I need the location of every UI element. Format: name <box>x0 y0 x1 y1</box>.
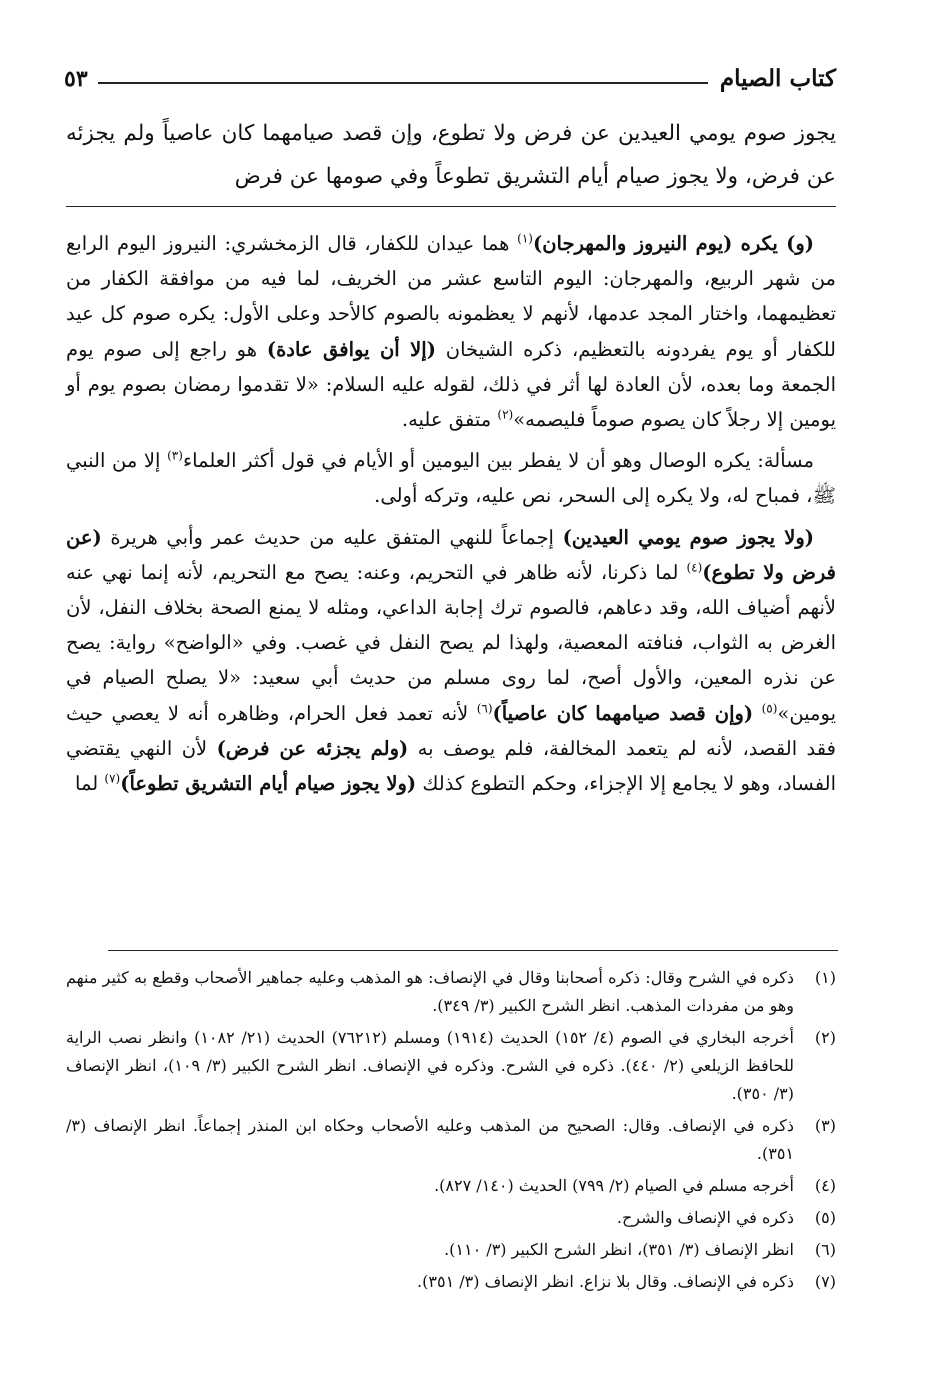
matn-quote: (و) يكره <box>732 232 814 255</box>
footnote-text: أخرجه مسلم في الصيام (٢/ ٧٩٩) الحديث (١٤٠/ ٨٢٧). <box>434 1176 794 1195</box>
page-number: ٥٣ <box>64 66 88 92</box>
footnote-text: ذكره في الإنصاف. وقال بلا نزاع. انظر الإنصاف (٣/ ٣٥١). <box>417 1272 794 1291</box>
footnote-item <box>66 1236 836 1264</box>
matn-quote: (إلا أن يوافق عادة) <box>266 337 436 361</box>
matn-text <box>66 112 836 198</box>
footnote-number: (١) <box>814 968 836 987</box>
matn-quote: (يوم النيروز والمهرجان) <box>532 232 733 255</box>
footnote-ref: (٢) <box>497 407 514 422</box>
footnote-number: (٤) <box>814 1176 836 1195</box>
footnote-item <box>66 1268 836 1296</box>
footnote-item <box>66 964 836 1020</box>
sharh-paragraph-1 <box>66 226 836 437</box>
sharh-commentary <box>66 226 836 807</box>
footnote-number: (٥) <box>814 1208 836 1227</box>
footnote-text: ذكره في الإنصاف. وقال: الصحيح من المذهب وعليه الأصحاب وحكاه ابن المنذر إجماعاً. انظر الإنصاف (٣/ ٣٥١). <box>66 1116 794 1163</box>
header-rule <box>98 82 708 84</box>
footnote-text: ذكره في الإنصاف والشرح. <box>616 1208 794 1227</box>
commentary-text: لأنه تعمد فعل الحرام، وظاهره أنه لا يعصي حيث فقد القصد، لأنه لم يتعمد المخالفة، فلم يوصف به <box>66 701 836 760</box>
matn-quote: (ولا يجوز صيام أيام التشريق تطوعاً) <box>120 772 417 796</box>
matn-quote: (ولا يجوز صوم يومي العيدين) <box>562 525 814 549</box>
commentary-text: لأن النهي يقتضي الفساد، وهو لا يجامع إلا الإجزاء، وحكم التطوع كذلك <box>66 736 836 796</box>
matn-quote: (وإن قصد صيامهما كان عاصياً) <box>492 701 754 725</box>
commentary-text: لما <box>75 772 105 796</box>
commentary-text <box>753 702 761 725</box>
footnote-item <box>66 1172 836 1200</box>
commentary-text: هو راجع إلى صوم يوم الجمعة وما بعده، لأن العادة لها أثر في ذلك، لقوله عليه السلام: «لا تقدموا رمضان بصوم يوم أو يومين إلا رجلاً كان يصوم صوماً فليصمه» <box>66 337 836 432</box>
sharh-paragraph-3 <box>66 520 836 802</box>
footnote-text: أخرجه البخاري في الصوم (٤/ ١٥٢) الحديث (١٩١٤) ومسلم (٧٦٢١٢) الحديث (٢١/ ١٠٨٢) وانظر نصب الراية للحافظ الزيلعي (٢/ ٤٤٠). ذكره في الشرح. وذكره في الإنصاف. انظر الشرح الكبير (٣/ ١٠٩)، انظر الإنصاف (٣/ ٣٥٠). <box>66 1028 794 1103</box>
footnote-text: انظر الإنصاف (٣/ ٣٥١)، انظر الشرح الكبير (٣/ ١١٠). <box>444 1240 794 1259</box>
footnotes <box>66 964 836 1300</box>
matn-separator <box>66 206 836 207</box>
footnote-item <box>66 1112 836 1168</box>
footnote-item <box>66 1204 836 1232</box>
page-header <box>64 52 836 92</box>
footnote-ref: (٦) <box>476 701 493 716</box>
matn-paragraph: يجوز صوم يومي العيدين عن فرض ولا تطوع، وإن قصد صيامهما كان عاصياً ولم يجزئه عن فرض، ولا يجوز صيام أيام التشريق تطوعاً وفي صومها عن فرض <box>66 121 836 189</box>
commentary-text: متفق عليه. <box>401 408 498 432</box>
footnote-ref: (٧) <box>104 771 121 786</box>
footnote-separator <box>108 950 838 951</box>
chapter-title: كتاب الصيام <box>719 65 836 92</box>
commentary-text: لما ذكرنا، لأنه ظاهر في التحريم، وعنه: يصح مع التحريم، لأنه إنما نهي عنه لأنهم أضياف الله، وقد دعاهم، فالصوم ترك إجابة الداعي، ومثله لا يمنع الصحة بخلاف النفل، لأن الغرض به الثواب، فنافته المعصية، ولهذا لم يصح النفل في غصب. وفي «الواضح» رواية: يصح عن نذره المعين، والأول أصح، لما روى مسلم من حديث أبي سعيد: «لا يصلح الصيام في يومين» <box>66 560 836 725</box>
footnote-item <box>66 1024 836 1108</box>
footnote-ref: (٣) <box>167 448 183 463</box>
matn-quote: (ولم يجزئه عن فرض) <box>216 736 409 760</box>
footnote-ref: (٤) <box>686 560 703 575</box>
footnote-number: (٧) <box>814 1272 836 1291</box>
commentary-text: إلا من النبي ﷺ، فمباح له، ولا يكره إلى السحر، نص عليه، وتركه أولى. <box>66 449 836 508</box>
footnote-ref: (١) <box>517 231 533 246</box>
footnote-number: (٦) <box>814 1240 836 1259</box>
sharh-paragraph-2 <box>66 443 836 513</box>
commentary-text: مسألة: يكره الوصال وهو أن لا يفطر بين اليومين أو الأيام في قول أكثر العلماء <box>182 449 815 473</box>
commentary-text: هما عيدان للكفار، قال الزمخشري: النيروز اليوم الرابع من شهر الربيع، والمهرجان: اليوم التاسع عشر من الخريف، لما فيه من موافقة الكفار من تعظيمهما، واختار المجد عدمها، لأنهم لا يعظمونه بالصوم كالأحد وعلى الأول: يكره صوم كل عيد للكفار أو يوم يفردونه بالتعظيم، ذكره الشيخان <box>66 232 836 361</box>
footnote-number: (٣) <box>814 1116 836 1135</box>
footnote-number: (٢) <box>814 1028 836 1047</box>
commentary-text: إجماعاً للنهي المتفق عليه من حديث عمر وأبي هريرة <box>101 525 563 549</box>
footnote-text: ذكره في الشرح وقال: ذكره أصحابنا وقال في الإنصاف: هو المذهب وعليه جماهير الأصحاب وقطع به كثير منهم وهو من مفردات المذهب. انظر الشرح الكبير (٣/ ٣٤٩). <box>66 968 794 1015</box>
footnote-ref: (٥) <box>761 701 778 716</box>
matn-quote: (عن فرض ولا تطوع) <box>66 525 836 584</box>
